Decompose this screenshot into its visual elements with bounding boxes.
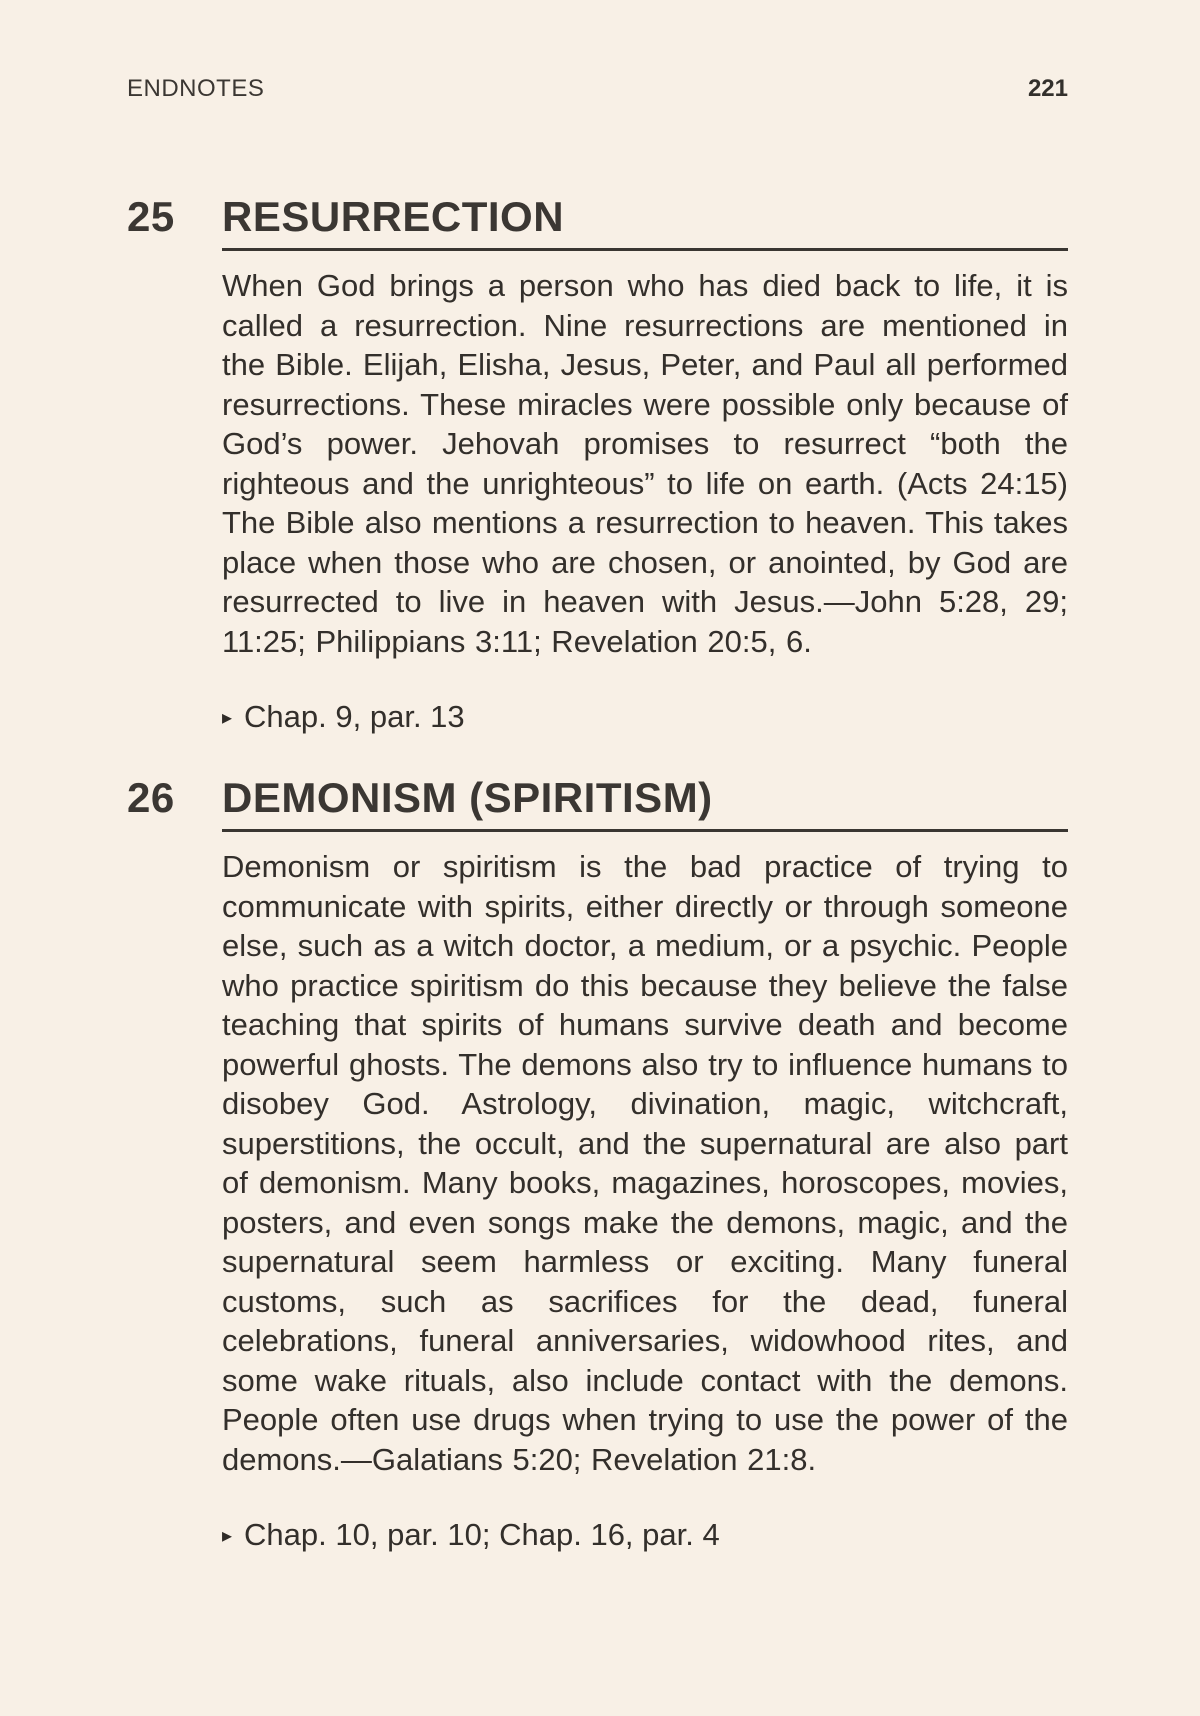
running-header bbox=[127, 75, 1068, 103]
endnote-title: DEMONISM (SPIRITISM) bbox=[222, 776, 1068, 832]
running-header-title: ENDNOTES bbox=[127, 75, 265, 102]
endnote-reference-link[interactable] bbox=[222, 1515, 1068, 1558]
endnote-reference-text: Chap. 10, par. 10; Chap. 16, par. 4 bbox=[244, 1517, 720, 1553]
triangle-marker-icon: ▸ bbox=[222, 1523, 233, 1548]
endnote-entry-25 bbox=[127, 193, 1068, 740]
endnote-title: RESURRECTION bbox=[222, 195, 1068, 251]
endnote-entry-26 bbox=[127, 774, 1068, 1558]
endnote-reference-link[interactable] bbox=[222, 697, 1068, 740]
endnote-heading-row bbox=[127, 193, 1068, 251]
endnote-body-text: Demonism or spiritism is the bad practice of trying to communicate with spirits, either directly or through someone else, such as a witch doctor, a medium, or a psychic. People who practice spiritism do this because they believe the false teaching that spirits of humans survive death and become powerful ghosts. The demons also try to influence humans to disobey God. Astrology, divination, magic, witchcraft, superstitions, the occult, and the supernatural are also part of demonism. Many books, magazines, horoscopes, movies, posters, and even songs make the demons, magic, and the supernatural seem harmless or exciting. Many funeral customs, such as sacrifices for the dead, funeral celebrations, funeral anniversaries, widowhood rites, and some wake rituals, also include contact with the demons. People often use drugs when trying to use the power of the demons.—Galatians 5:20; Revelation 21:8. bbox=[222, 849, 1068, 1477]
endnote-reference-text: Chap. 9, par. 13 bbox=[244, 699, 465, 735]
endnote-number: 26 bbox=[127, 774, 175, 822]
endnote-body-text: When God brings a person who has died back to life, it is called a resurrection. Nine resurrections are mentioned in the Bible. Elijah, Elisha, Jesus, Peter, and Paul all performed resurrections. These miracles were possible only because of God’s power. Jehovah promises to resurrect “both the righteous and the unrighteous” to life on earth. (Acts 24:15) The Bible also mentions a resurrection to heaven. This takes place when those who are chosen, or anointed, by God are resurrected to live in heaven with Jesus.—John 5:28, 29; 11:25; Philippians 3:11; Revelation 20:5, 6. bbox=[222, 268, 1068, 659]
page-number: 221 bbox=[1027, 75, 1068, 102]
endnote-number: 25 bbox=[127, 193, 175, 240]
endnote-heading-row bbox=[127, 774, 1068, 832]
triangle-marker-icon: ▸ bbox=[222, 705, 233, 730]
